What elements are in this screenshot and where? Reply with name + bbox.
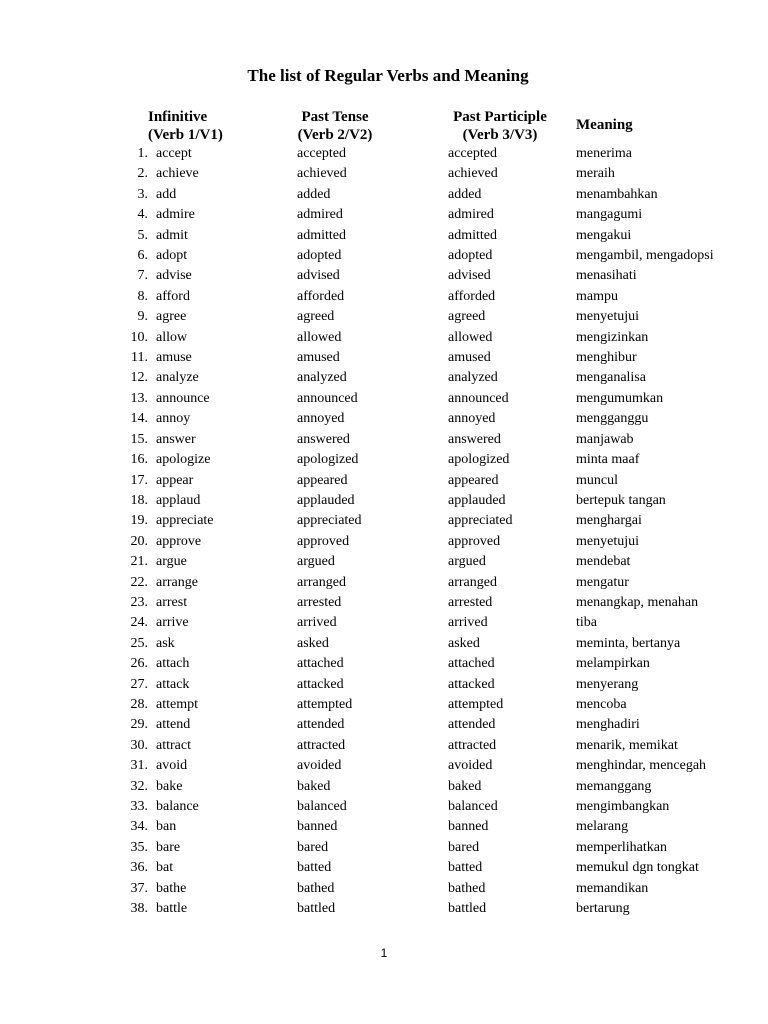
row-number: 19. bbox=[130, 513, 148, 529]
table-row bbox=[0, 593, 768, 613]
table-row bbox=[0, 695, 768, 715]
infinitive-cell: bake bbox=[156, 778, 183, 794]
past-tense-cell: accepted bbox=[297, 146, 346, 161]
past-tense-cell: attacked bbox=[297, 676, 344, 692]
table-row bbox=[0, 491, 768, 511]
row-number: 28. bbox=[130, 696, 148, 712]
meaning-cell: bertarung bbox=[576, 901, 630, 917]
meaning-cell: memanggang bbox=[576, 778, 652, 794]
past-tense-cell: admitted bbox=[297, 227, 346, 243]
past-tense-cell: bared bbox=[297, 839, 329, 855]
past-participle-cell: arrested bbox=[448, 594, 493, 610]
infinitive-cell: achieve bbox=[156, 166, 199, 182]
past-participle-cell: achieved bbox=[448, 166, 498, 182]
document-title: The list of Regular Verbs and Meaning bbox=[247, 66, 529, 85]
meaning-cell: menangkap, menahan bbox=[576, 594, 699, 610]
meaning-cell: menghindar, mencegah bbox=[576, 758, 707, 774]
table-row bbox=[0, 613, 768, 633]
past-participle-cell: announced bbox=[448, 390, 509, 406]
row-number: 14. bbox=[130, 411, 148, 427]
infinitive-cell: analyze bbox=[156, 370, 199, 386]
table-row bbox=[0, 389, 768, 409]
table-row bbox=[0, 552, 768, 572]
past-tense-cell: afforded bbox=[297, 288, 345, 304]
table-row bbox=[0, 777, 768, 797]
infinitive-cell: bathe bbox=[156, 880, 187, 896]
row-number: 2. bbox=[137, 166, 148, 182]
table-row bbox=[0, 817, 768, 837]
meaning-cell: mengganggu bbox=[576, 411, 649, 427]
past-tense-cell: apologized bbox=[297, 452, 359, 468]
past-participle-cell: battled bbox=[448, 901, 487, 917]
row-number: 10. bbox=[130, 329, 148, 345]
row-number: 7. bbox=[137, 268, 148, 284]
past-participle-cell: batted bbox=[448, 860, 483, 876]
table-row bbox=[0, 899, 768, 919]
infinitive-cell: amuse bbox=[156, 350, 192, 366]
past-participle-cell: avoided bbox=[448, 758, 493, 774]
table-row bbox=[0, 287, 768, 307]
past-tense-cell: amused bbox=[297, 350, 340, 366]
meaning-cell: mengumumkan bbox=[576, 390, 664, 406]
row-number: 31. bbox=[130, 758, 148, 774]
infinitive-cell: advise bbox=[156, 268, 192, 284]
past-participle-cell: apologized bbox=[448, 452, 510, 468]
infinitive-cell: approve bbox=[156, 533, 202, 549]
infinitive-cell: apologize bbox=[156, 452, 211, 468]
infinitive-cell: admire bbox=[156, 207, 195, 223]
row-number: 8. bbox=[137, 288, 148, 304]
table-row bbox=[0, 736, 768, 756]
meaning-cell: memperlihatkan bbox=[576, 839, 667, 855]
meaning-cell: menarik, memikat bbox=[576, 737, 678, 753]
row-number: 20. bbox=[130, 533, 148, 549]
header-past-tense-sub: (Verb 2/V2) bbox=[297, 127, 373, 143]
meaning-cell: meminta, bertanya bbox=[576, 635, 681, 651]
infinitive-cell: arrive bbox=[156, 615, 189, 631]
infinitive-cell: ban bbox=[156, 819, 177, 835]
meaning-cell: menambahkan bbox=[576, 186, 658, 202]
meaning-cell: minta maaf bbox=[576, 452, 640, 468]
past-tense-cell: achieved bbox=[297, 166, 347, 182]
past-tense-cell: balanced bbox=[297, 799, 347, 814]
infinitive-cell: adopt bbox=[156, 248, 188, 264]
meaning-cell: mendebat bbox=[576, 554, 631, 570]
meaning-cell: menyetujui bbox=[576, 309, 639, 325]
past-tense-cell: applauded bbox=[297, 492, 355, 508]
meaning-cell: mengatur bbox=[576, 574, 629, 590]
past-participle-cell: attempted bbox=[448, 696, 504, 712]
infinitive-cell: afford bbox=[156, 288, 190, 304]
row-number: 30. bbox=[130, 737, 148, 753]
past-participle-cell: analyzed bbox=[448, 370, 498, 386]
row-number: 9. bbox=[137, 309, 148, 325]
row-number: 36. bbox=[130, 860, 148, 876]
infinitive-cell: appreciate bbox=[156, 513, 214, 529]
past-participle-cell: adopted bbox=[448, 248, 493, 264]
row-number: 27. bbox=[130, 676, 148, 692]
past-tense-cell: agreed bbox=[297, 309, 335, 325]
row-number: 11. bbox=[131, 350, 148, 366]
past-participle-cell: argued bbox=[448, 554, 486, 570]
table-row bbox=[0, 756, 768, 776]
table-row bbox=[0, 144, 768, 164]
table-row bbox=[0, 675, 768, 695]
row-number: 21. bbox=[130, 554, 148, 570]
past-participle-cell: attracted bbox=[448, 737, 497, 753]
infinitive-cell: agree bbox=[156, 309, 187, 325]
meaning-cell: manjawab bbox=[576, 431, 634, 447]
meaning-cell: menghibur bbox=[576, 350, 637, 366]
meaning-cell: menerima bbox=[576, 146, 632, 161]
past-participle-cell: accepted bbox=[448, 146, 497, 161]
row-number: 16. bbox=[130, 452, 148, 468]
header-past-participle-sub: (Verb 3/V3) bbox=[462, 127, 538, 143]
row-number: 32. bbox=[130, 778, 148, 794]
table-row bbox=[0, 532, 768, 552]
past-participle-cell: arranged bbox=[448, 574, 497, 590]
table-row bbox=[0, 368, 768, 388]
row-number: 1. bbox=[137, 146, 148, 161]
infinitive-cell: appear bbox=[156, 472, 194, 488]
past-tense-cell: attached bbox=[297, 656, 344, 672]
meaning-cell: mangagumi bbox=[576, 207, 643, 223]
header-past-tense bbox=[280, 108, 390, 144]
past-participle-cell: added bbox=[448, 186, 482, 202]
past-participle-cell: attended bbox=[448, 717, 496, 733]
past-tense-cell: appreciated bbox=[297, 513, 362, 529]
row-number: 33. bbox=[130, 799, 148, 814]
infinitive-cell: avoid bbox=[156, 758, 188, 774]
past-participle-cell: answered bbox=[448, 431, 501, 447]
table-row bbox=[0, 205, 768, 225]
past-participle-cell: applauded bbox=[448, 492, 506, 508]
past-tense-cell: attempted bbox=[297, 696, 353, 712]
past-participle-cell: appreciated bbox=[448, 513, 513, 529]
header-past-tense-label: Past Tense bbox=[301, 109, 369, 125]
past-tense-cell: batted bbox=[297, 860, 332, 876]
table-row bbox=[0, 266, 768, 286]
meaning-cell: tiba bbox=[576, 615, 597, 631]
infinitive-cell: ask bbox=[156, 635, 175, 651]
table-row bbox=[0, 573, 768, 593]
past-tense-cell: banned bbox=[297, 819, 338, 835]
row-number: 29. bbox=[130, 717, 148, 733]
row-number: 17. bbox=[130, 472, 148, 488]
past-participle-cell: allowed bbox=[448, 329, 493, 345]
infinitive-cell: attend bbox=[156, 717, 191, 733]
past-participle-cell: agreed bbox=[448, 309, 486, 325]
past-participle-cell: attached bbox=[448, 656, 495, 672]
row-number: 6. bbox=[137, 248, 148, 264]
table-row bbox=[0, 634, 768, 654]
table-row bbox=[0, 450, 768, 470]
meaning-cell: bertepuk tangan bbox=[576, 492, 666, 508]
row-number: 22. bbox=[130, 574, 148, 590]
meaning-cell: mampu bbox=[576, 288, 618, 304]
table-row bbox=[0, 307, 768, 327]
row-number: 4. bbox=[137, 207, 148, 223]
infinitive-cell: add bbox=[156, 186, 177, 202]
past-tense-cell: approved bbox=[297, 533, 350, 549]
meaning-cell: menyerang bbox=[576, 676, 639, 692]
past-tense-cell: bathed bbox=[297, 880, 335, 896]
meaning-cell: mengizinkan bbox=[576, 329, 649, 345]
row-number: 13. bbox=[130, 390, 148, 406]
past-tense-cell: arranged bbox=[297, 574, 346, 590]
table-row bbox=[0, 838, 768, 858]
past-participle-cell: annoyed bbox=[448, 411, 496, 427]
table-row bbox=[0, 328, 768, 348]
infinitive-cell: bare bbox=[156, 839, 181, 855]
infinitive-cell: attempt bbox=[156, 696, 198, 712]
infinitive-cell: argue bbox=[156, 554, 187, 570]
infinitive-cell: attract bbox=[156, 737, 191, 753]
infinitive-cell: attack bbox=[156, 676, 190, 692]
row-number: 34. bbox=[130, 819, 148, 835]
past-participle-cell: admired bbox=[448, 207, 494, 223]
table-row bbox=[0, 226, 768, 246]
past-participle-cell: balanced bbox=[448, 799, 498, 814]
table-row bbox=[0, 246, 768, 266]
header-infinitive-sub: (Verb 1/V1) bbox=[148, 127, 223, 143]
past-tense-cell: announced bbox=[297, 390, 358, 406]
infinitive-cell: battle bbox=[156, 901, 188, 917]
table-row bbox=[0, 797, 768, 817]
past-participle-cell: afforded bbox=[448, 288, 496, 304]
infinitive-cell: admit bbox=[156, 227, 188, 243]
row-number: 15. bbox=[130, 431, 148, 447]
past-tense-cell: annoyed bbox=[297, 411, 345, 427]
past-tense-cell: added bbox=[297, 186, 331, 202]
past-tense-cell: advised bbox=[297, 268, 340, 284]
table-row bbox=[0, 654, 768, 674]
meaning-cell: mencoba bbox=[576, 696, 627, 712]
past-tense-cell: attended bbox=[297, 717, 345, 733]
past-tense-cell: avoided bbox=[297, 758, 342, 774]
infinitive-cell: announce bbox=[156, 390, 210, 406]
page-number: 1 bbox=[380, 946, 388, 960]
header-infinitive bbox=[148, 108, 268, 144]
past-participle-cell: attacked bbox=[448, 676, 495, 692]
table-row bbox=[0, 430, 768, 450]
infinitive-cell: balance bbox=[156, 799, 199, 814]
row-number: 35. bbox=[130, 839, 148, 855]
meaning-cell: menasihati bbox=[576, 268, 637, 284]
table-row bbox=[0, 348, 768, 368]
past-tense-cell: answered bbox=[297, 431, 350, 447]
meaning-cell: menghargai bbox=[576, 513, 642, 529]
row-number: 23. bbox=[130, 594, 148, 610]
row-number: 25. bbox=[130, 635, 148, 651]
infinitive-cell: bat bbox=[156, 860, 174, 876]
row-number: 26. bbox=[130, 656, 148, 672]
meaning-cell: menyetujui bbox=[576, 533, 639, 549]
table-row bbox=[0, 471, 768, 491]
infinitive-cell: accept bbox=[156, 146, 192, 161]
past-tense-cell: arrived bbox=[297, 615, 337, 631]
infinitive-cell: attach bbox=[156, 656, 190, 672]
row-number: 3. bbox=[137, 186, 148, 202]
meaning-cell: memandikan bbox=[576, 880, 649, 896]
meaning-cell: mengakui bbox=[576, 227, 632, 243]
table-row bbox=[0, 511, 768, 531]
infinitive-cell: arrange bbox=[156, 574, 198, 590]
table-row bbox=[0, 715, 768, 735]
table-row bbox=[0, 185, 768, 205]
header-meaning: Meaning bbox=[576, 117, 633, 133]
table-row bbox=[0, 858, 768, 878]
past-tense-cell: attracted bbox=[297, 737, 346, 753]
past-participle-cell: advised bbox=[448, 268, 491, 284]
meaning-cell: memukul dgn tongkat bbox=[576, 860, 699, 876]
meaning-cell: meraih bbox=[576, 166, 615, 182]
meaning-cell: menghadiri bbox=[576, 717, 640, 733]
past-tense-cell: analyzed bbox=[297, 370, 347, 386]
meaning-cell: menganalisa bbox=[576, 370, 646, 386]
past-participle-cell: banned bbox=[448, 819, 489, 835]
infinitive-cell: arrest bbox=[156, 594, 188, 610]
meaning-cell: mengimbangkan bbox=[576, 799, 670, 814]
past-participle-cell: amused bbox=[448, 350, 491, 366]
verb-table bbox=[0, 144, 768, 919]
infinitive-cell: allow bbox=[156, 329, 188, 345]
row-number: 18. bbox=[130, 492, 148, 508]
past-tense-cell: allowed bbox=[297, 329, 342, 345]
header-past-participle bbox=[440, 108, 560, 144]
table-row bbox=[0, 879, 768, 899]
meaning-cell: mengambil, mengadopsi bbox=[576, 248, 714, 264]
header-infinitive-label: Infinitive bbox=[148, 109, 208, 125]
row-number: 37. bbox=[130, 880, 148, 896]
past-tense-cell: argued bbox=[297, 554, 335, 570]
table-row bbox=[0, 164, 768, 184]
meaning-cell: melampirkan bbox=[576, 656, 650, 672]
past-participle-cell: asked bbox=[448, 635, 480, 651]
row-number: 24. bbox=[130, 615, 148, 631]
past-tense-cell: admired bbox=[297, 207, 343, 223]
row-number: 12. bbox=[130, 370, 148, 386]
row-number: 38. bbox=[130, 901, 148, 917]
meaning-cell: melarang bbox=[576, 819, 629, 835]
past-tense-cell: baked bbox=[297, 778, 331, 794]
header-past-participle-label: Past Participle bbox=[453, 109, 547, 125]
past-tense-cell: battled bbox=[297, 901, 336, 917]
past-tense-cell: arrested bbox=[297, 594, 342, 610]
past-tense-cell: adopted bbox=[297, 248, 342, 264]
past-tense-cell: appeared bbox=[297, 472, 348, 488]
past-participle-cell: approved bbox=[448, 533, 501, 549]
infinitive-cell: annoy bbox=[156, 411, 191, 427]
table-row bbox=[0, 409, 768, 429]
past-participle-cell: bathed bbox=[448, 880, 486, 896]
past-participle-cell: admitted bbox=[448, 227, 497, 243]
past-participle-cell: appeared bbox=[448, 472, 499, 488]
past-participle-cell: bared bbox=[448, 839, 480, 855]
past-tense-cell: asked bbox=[297, 635, 329, 651]
past-participle-cell: baked bbox=[448, 778, 482, 794]
meaning-cell: muncul bbox=[576, 472, 618, 488]
past-participle-cell: arrived bbox=[448, 615, 488, 631]
infinitive-cell: answer bbox=[156, 431, 196, 447]
infinitive-cell: applaud bbox=[156, 492, 201, 508]
row-number: 5. bbox=[137, 227, 148, 243]
